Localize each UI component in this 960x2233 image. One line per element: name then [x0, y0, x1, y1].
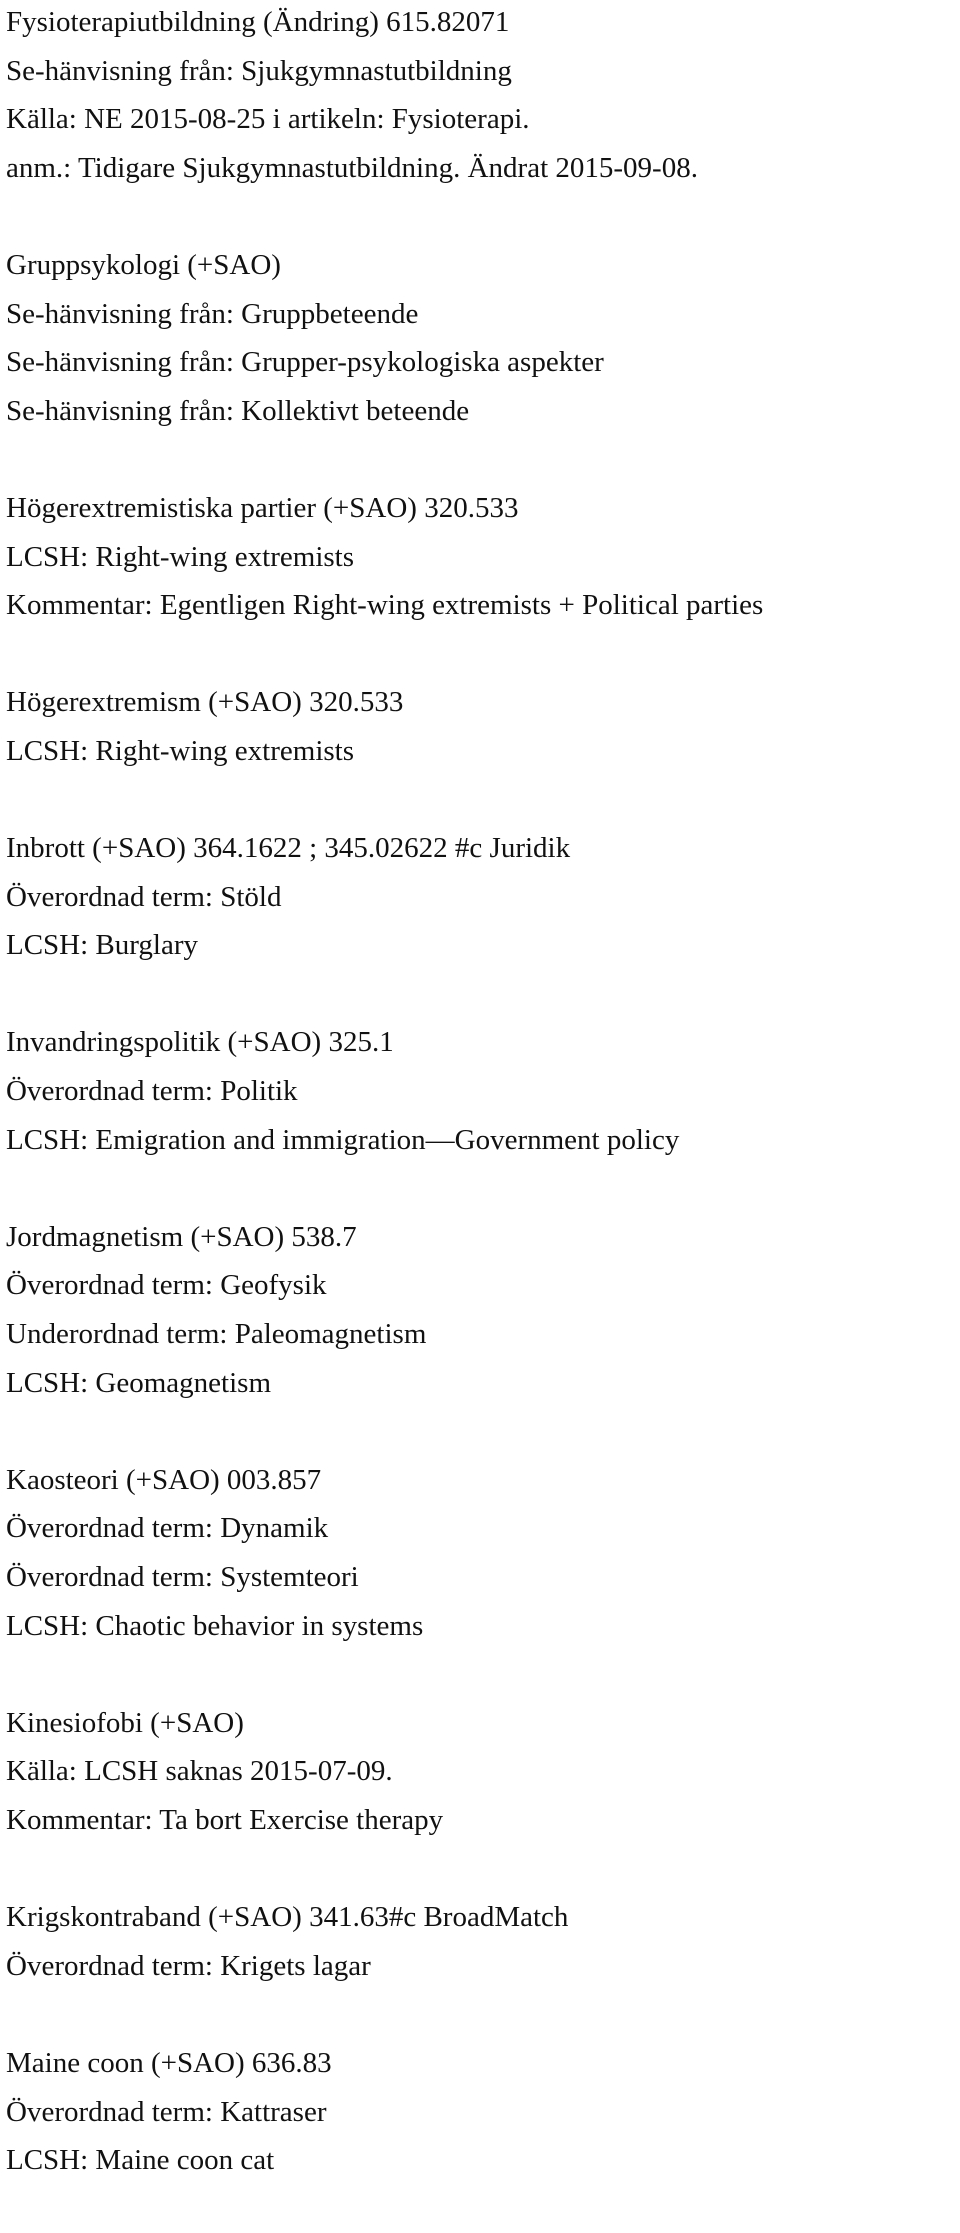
entry-fysioterapiutbildning	[6, 0, 956, 192]
broader-term: Överordnad term: Dynamik	[6, 1512, 329, 1545]
see-reference: Se-hänvisning från: Grupper-psykologiska aspekter	[6, 346, 604, 379]
comment-note: Kommentar: Egentligen Right-wing extremists + Political parties	[6, 589, 764, 622]
source-note: Källa: LCSH saknas 2015-07-09.	[6, 1755, 393, 1788]
comment-note: Kommentar: Ta bort Exercise therapy	[6, 1803, 444, 1836]
entry-heading: Krigskontraband (+SAO) 341.63#c BroadMatch	[6, 1901, 569, 1934]
lcsh-reference: LCSH: Emigration and immigration—Government policy	[6, 1123, 680, 1156]
entry-kaosteori	[6, 1456, 956, 1650]
entry-heading: Inbrott (+SAO) 364.1622 ; 345.02622 #c Juridik	[6, 832, 571, 865]
lcsh-reference: LCSH: Right-wing extremists	[6, 540, 354, 573]
narrower-term: Underordnad term: Paleomagnetism	[6, 1318, 427, 1351]
see-reference: Se-hänvisning från: Sjukgymnastutbildning	[6, 54, 512, 87]
entry-gruppsykologi	[6, 241, 956, 435]
entry-invandringspolitik	[6, 1018, 956, 1164]
entry-maine-coon	[6, 2039, 956, 2185]
entry-hogerextremism	[6, 678, 956, 775]
document-body	[6, 0, 956, 2233]
lcsh-reference: LCSH: Geomagnetism	[6, 1366, 272, 1399]
annotation-note: anm.: Tidigare Sjukgymnastutbildning. Ändrat 2015-09-08.	[6, 151, 698, 184]
broader-term: Överordnad term: Politik	[6, 1075, 298, 1108]
entry-hogerextremistiska-partier	[6, 484, 956, 630]
broader-term: Överordnad term: Kattraser	[6, 2095, 327, 2128]
broader-term: Överordnad term: Systemteori	[6, 1561, 359, 1593]
entry-heading: Jordmagnetism (+SAO) 538.7	[6, 1220, 357, 1253]
lcsh-reference: LCSH: Right-wing extremists	[6, 734, 354, 767]
entry-kinesiofobi	[6, 1699, 956, 1845]
broader-term: Överordnad term: Krigets lagar	[6, 1949, 371, 1982]
broader-term: Överordnad term: Geofysik	[6, 1269, 327, 1302]
entry-heading: Högerextremism (+SAO) 320.533	[6, 686, 404, 719]
broader-term: Överordnad term: Stöld	[6, 880, 282, 913]
entry-jordmagnetism	[6, 1213, 956, 1407]
see-reference: Se-hänvisning från: Gruppbeteende	[6, 297, 419, 330]
lcsh-reference: LCSH: Maine coon cat	[6, 2144, 275, 2177]
source-note: Källa: NE 2015-08-25 i artikeln: Fysioterapi.	[6, 103, 530, 136]
entry-heading: Kinesiofobi (+SAO)	[6, 1706, 244, 1739]
entry-krigskontraband	[6, 1893, 956, 1990]
lcsh-reference: LCSH: Burglary	[6, 929, 198, 962]
lcsh-reference: LCSH: Chaotic behavior in systems	[6, 1609, 424, 1642]
entry-heading: Högerextremistiska partier (+SAO) 320.533	[6, 491, 519, 524]
see-reference: Se-hänvisning från: Kollektivt beteende	[6, 394, 470, 427]
entry-inbrott	[6, 824, 956, 970]
entry-heading: Gruppsykologi (+SAO)	[6, 248, 281, 281]
entry-heading: Maine coon (+SAO) 636.83	[6, 2046, 332, 2079]
entry-heading: Kaosteori (+SAO) 003.857	[6, 1463, 322, 1496]
entry-heading: Fysioterapiutbildning (Ändring) 615.82071	[6, 6, 510, 38]
entry-heading: Invandringspolitik (+SAO) 325.1	[6, 1026, 394, 1059]
